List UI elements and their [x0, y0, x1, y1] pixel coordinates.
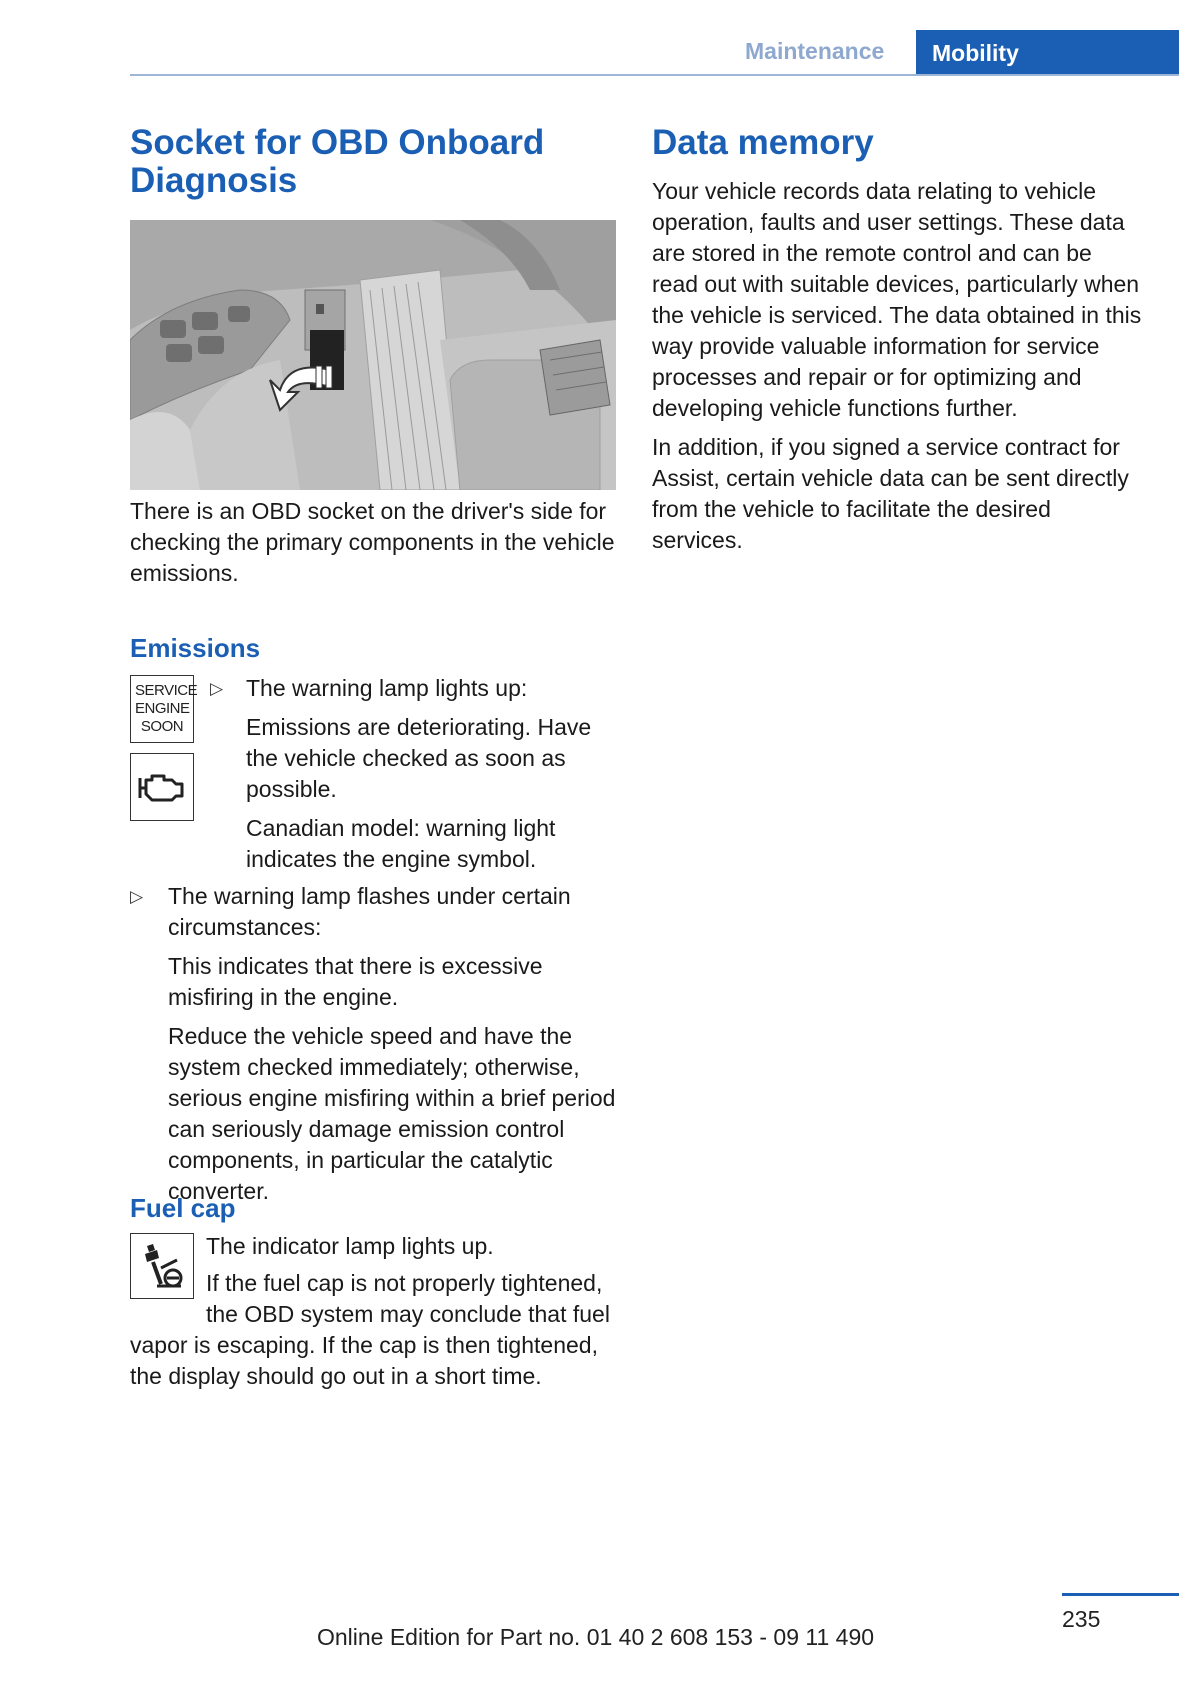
service-engine-soon-label: SERVICE ENGINE SOON — [135, 682, 198, 735]
bullet-2-text-1: This indicates that there is excessive misfiring in the engine. — [168, 953, 543, 1010]
tab-maintenance[interactable]: Maintenance — [745, 38, 885, 64]
footer-accent-line — [1062, 1593, 1179, 1596]
bullet-1-lead: The warning lamp lights up: — [246, 675, 528, 701]
data-memory-text-2: In addition, if you signed a service contract for Assist, certain vehicle data can be sent directly from the vehicle to facilitate the desired services. — [652, 434, 1129, 553]
bullet-2-lead: The warning lamp flashes under certain circumstances: — [168, 883, 571, 940]
bullet-2-text-2: Reduce the vehicle speed and have the system checked immediately; otherwise, serious engine misfiring within a brief period can seriously damage emission control components, in particular the catalytic converter. — [168, 1023, 616, 1204]
bullet-1-text-1: Emissions are deteriorating. Have the vehicle checked as soon as possible. — [246, 714, 592, 802]
right-column — [652, 124, 1142, 556]
header-divider — [130, 74, 1179, 76]
tab-mobility[interactable]: Mobility — [916, 30, 1179, 76]
left-column — [130, 124, 616, 1391]
bullet-arrow-icon: ▷ — [130, 887, 144, 906]
service-engine-soon-icon — [130, 675, 198, 743]
obd-socket-figure — [130, 220, 616, 490]
bullet-arrow-icon: ▷ — [210, 679, 224, 698]
bullet-1 — [246, 673, 616, 875]
bullet-1-text-2: Canadian model: warning light indicates the engine symbol. — [246, 815, 556, 872]
emissions-title: Emissions — [130, 633, 261, 663]
footer-edition: Online Edition for Part no. 01 40 2 608 153 - 09 11 490 — [316, 1624, 875, 1650]
fuel-cap-title: Fuel cap — [130, 1193, 236, 1223]
fuel-cap-text-1: The indicator lamp lights up. — [206, 1233, 494, 1259]
fuel-cap-text-2: If the fuel cap is not properly tightened, the OBD system may conclude that fuel vapor is escaping. If the cap is then tightened, the display should go out in a short time. — [130, 1270, 610, 1389]
bullet-2 — [168, 881, 616, 1207]
page-number: 235 — [1062, 1606, 1101, 1632]
fuel-cap-icon — [130, 1233, 194, 1299]
obd-caption: There is an OBD socket on the driver's side for checking the primary components in the vehicle emissions. — [130, 498, 615, 586]
obd-socket-illustration — [130, 220, 616, 490]
data-memory-title: Data memory — [652, 123, 874, 162]
emissions-block — [130, 673, 616, 1204]
data-memory-text-1: Your vehicle records data relating to vehicle operation, faults and user settings. These data are stored in the remote control and can be read out with suitable devices, particularly when the vehicle is serviced. The data obtained in this way provide valuable information for service processes and repair or for optimizing and developing vehicle functions further. — [652, 178, 1142, 421]
obd-section-title: Socket for OBD Onboard Diagnosis — [130, 123, 545, 200]
check-engine-icon — [130, 753, 194, 821]
fuel-cap-block — [130, 1231, 616, 1391]
